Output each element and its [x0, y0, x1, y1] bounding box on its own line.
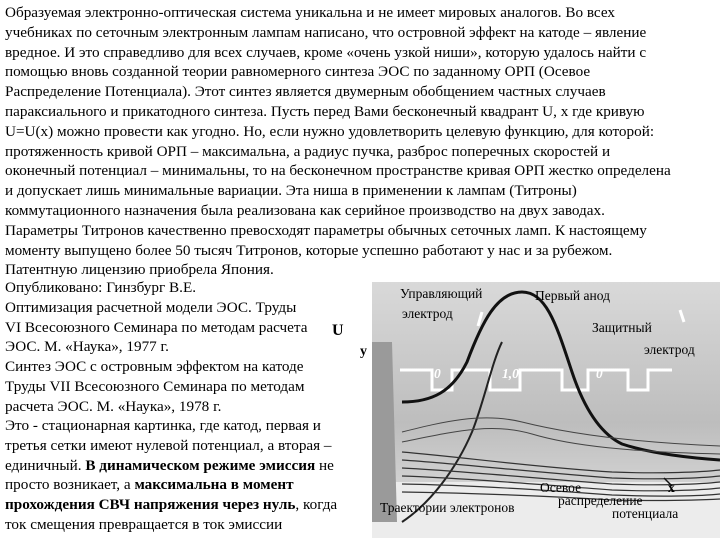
text-line: Патентную лицензию приобрела Япония. — [5, 261, 274, 279]
text-line: U=U(x) можно провести как угодно. Но, если нужно удовлетворить целевую функцию, для которой: — [5, 122, 655, 140]
text-line: Распределение Потенциала). Этот синтез является двумерным обобщением частных случаев — [5, 83, 606, 101]
description-line: третья сетки имеют нулевой потенциал, а вторая – — [5, 436, 332, 454]
publication-1-line: ЭОС. М. «Наука», 1977 г. — [5, 338, 169, 356]
text-line: оконечный потенциал – минимальны, то на бесконечном пространстве кривая ОРП жестко определена — [5, 162, 671, 180]
text-line: Образуемая электронно-оптическая система уникальна и не имеет мировых аналогов. Во всех — [5, 4, 615, 21]
level-zero-left: 0 — [434, 366, 441, 381]
publication-1-line: VI Всесоюзного Семинара по методам расчета — [5, 318, 308, 336]
description-line: прохождения СВЧ напряжения через нуль, когда — [5, 496, 338, 514]
main-paragraph — [5, 3, 717, 280]
protective-electrode-label-2: электрод — [644, 342, 695, 357]
first-anode-label: Первый анод — [535, 288, 610, 303]
publication-1-line: Оптимизация расчетной модели ЭОС. Труды — [5, 298, 297, 316]
publication-2-line: Синтез ЭОС с островным эффектом на катоде — [5, 358, 304, 376]
text-line: помощью вновь созданной теории равномерного синтеза ЭОС по заданному ОРП (Осевое — [5, 63, 591, 81]
level-one: 1,0 — [502, 366, 519, 381]
level-zero-right: 0 — [596, 366, 603, 381]
text-line: протяженность кривой ОРП – максимальна, а радиус пучка, разброс поперечных скоростей и — [5, 142, 611, 160]
published-by: Опубликовано: Гинзбург В.Е. — [5, 279, 197, 296]
axial-label-1: Осевое — [540, 480, 582, 495]
publication-2-line: расчета ЭОС. М. «Наука», 1978 г. — [5, 397, 222, 415]
text-line: параксиального и прикатодного синтеза. Пусть перед Вами бесконечный квадрант U, x где кривую — [5, 102, 645, 120]
publications — [5, 278, 375, 417]
description-line: Это - стационарная картинка, где катод, первая и — [5, 417, 321, 434]
text-line: Параметры Титронов качественно превосходят параметры обычных сеточных ламп. К настоящему — [5, 221, 647, 239]
text-line: и допускает лишь минимальные вариации. Эта ниша в применении к лампам (Титроны) — [5, 182, 577, 200]
description-line: ток смещения превращается в ток эмиссии — [5, 515, 283, 533]
axis-u-label: U — [332, 322, 344, 339]
protective-electrode-label: Защитный — [592, 320, 652, 335]
text-line: коммутационного назначения была реализована как серийное производство на двух заводах. — [5, 201, 605, 219]
axial-label-3: потенциала — [612, 506, 679, 521]
trajectories-label: Траектории электронов — [380, 500, 515, 515]
axis-y-label: y — [360, 344, 367, 359]
text-line: моменту выпущено более 50 тысяч Титронов, которые успешно работают у нас и за рубежом. — [5, 241, 613, 259]
description-line: просто возникает, а максимальна в момент — [5, 476, 294, 494]
axis-x-label: x — [668, 480, 675, 495]
text-line: вредное. И это справедливо для всех случаев, кроме «очень узкой ниши», которую удалось найти с — [5, 43, 647, 61]
control-electrode-label: Управляющий — [400, 286, 483, 301]
control-electrode-label-2: электрод — [402, 306, 453, 321]
description — [5, 416, 375, 535]
text-line: учебниках по сеточным электронным лампам написано, что островной эффект на катоде – явление — [5, 23, 647, 41]
axial-label-2: распределение — [558, 493, 643, 508]
publication-2-line: Труды VII Всесоюзного Семинара по методам — [5, 377, 305, 395]
tube-diagram — [372, 282, 720, 538]
description-line: единичный. В динамическом режиме эмиссия не — [5, 456, 334, 474]
